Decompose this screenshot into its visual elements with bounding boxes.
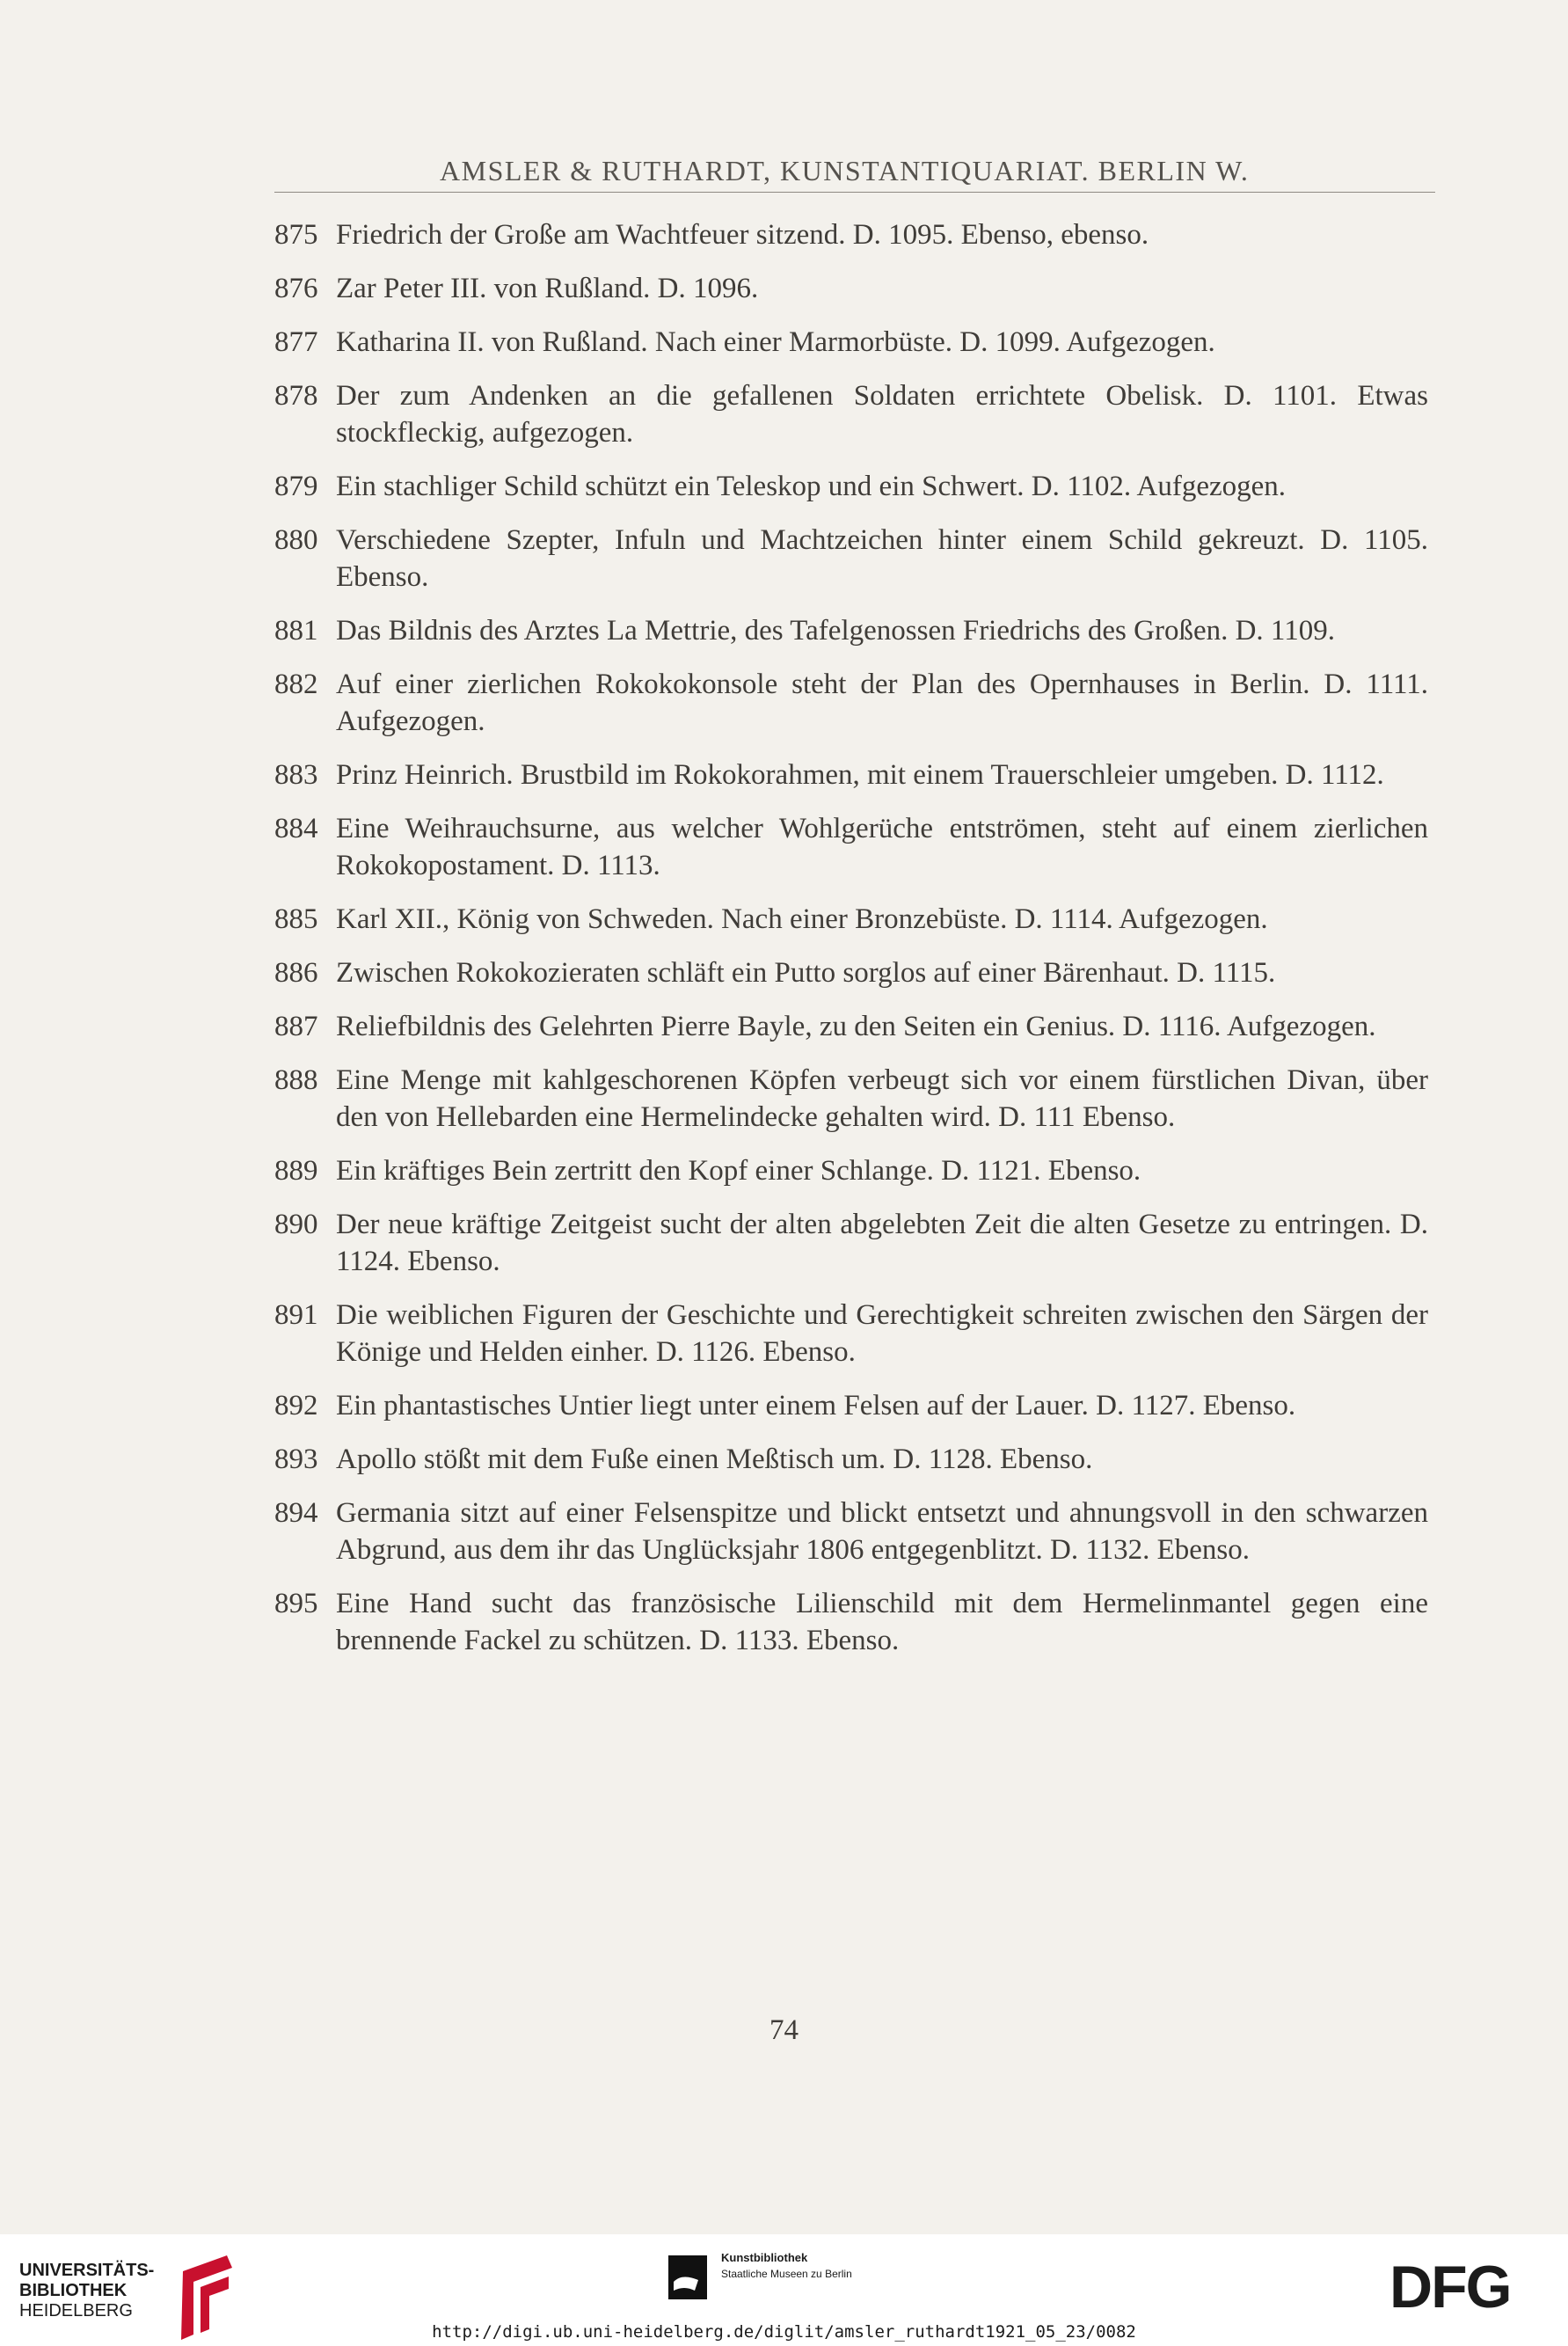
entry-text: Apollo stößt mit dem Fuße einen Meßtisch um. D. 1128. Ebenso. xyxy=(336,1443,1093,1475)
catalog-entry xyxy=(274,1152,1428,1189)
catalog-entry xyxy=(274,216,1428,253)
entry-text: Auf einer zierlichen Rokokokonsole steht der Plan des Opernhauses in Berlin. D. 1111. Aufgezogen. xyxy=(336,669,1428,737)
catalog-entry xyxy=(274,324,1428,361)
entry-number: 895 xyxy=(274,1588,318,1619)
entry-text: Ein stachliger Schild schützt ein Teleskop und ein Schwert. D. 1102. Aufgezogen. xyxy=(336,471,1287,502)
entry-text: Der zum Andenken an die gefallenen Soldaten errichtete Obelisk. D. 1101. Etwas stockfleckig, aufgezogen. xyxy=(336,380,1428,449)
kunstbibliothek-subtitle: Staatliche Museen zu Berlin xyxy=(721,2268,852,2280)
entry-number: 883 xyxy=(274,759,318,791)
kunstbibliothek-logo[interactable] xyxy=(668,2250,932,2312)
entry-number: 882 xyxy=(274,669,318,700)
catalog-entry xyxy=(274,1495,1428,1568)
entry-number: 875 xyxy=(274,219,318,251)
entry-text: Eine Menge mit kahlgeschorenen Köpfen verbeugt sich vor einem fürstlichen Divan, über den von Hellebarden eine Hermelindecke gehalten wird. D. 111 Ebenso. xyxy=(336,1064,1428,1133)
entry-text: Eine Weihrauchsurne, aus welcher Wohlgerüche entströmen, steht auf einem zierlichen Rokokopostament. D. 1113. xyxy=(336,813,1428,881)
entry-text: Der neue kräftige Zeitgeist sucht der alten abgelebten Zeit die alten Gesetze zu entringen. D. 1124. Ebenso. xyxy=(336,1209,1428,1277)
entry-number: 888 xyxy=(274,1064,318,1096)
catalog-entry xyxy=(274,522,1428,596)
library-name-line1: UNIVERSITÄTS- xyxy=(19,2261,155,2280)
entry-number: 877 xyxy=(274,326,318,358)
entry-number: 894 xyxy=(274,1497,318,1529)
entry-number: 881 xyxy=(274,615,318,647)
catalog-entry xyxy=(274,666,1428,740)
entry-text: Zwischen Rokokozieraten schläft ein Putto sorglos auf einer Bärenhaut. D. 1115. xyxy=(336,957,1276,989)
entry-number: 889 xyxy=(274,1155,318,1187)
catalog-entry xyxy=(274,612,1428,649)
entry-text: Die weiblichen Figuren der Geschichte und Gerechtigkeit schreiten zwischen den Särgen der Könige und Helden einher. D. 1126. Ebenso. xyxy=(336,1299,1428,1368)
catalog-entries xyxy=(274,216,1428,1676)
entry-text: Zar Peter III. von Rußland. D. 1096. xyxy=(336,273,759,304)
entry-text: Reliefbildnis des Gelehrten Pierre Bayle, zu den Seiten ein Genius. D. 1116. Aufgezogen. xyxy=(336,1011,1376,1042)
catalog-entry xyxy=(274,1441,1428,1478)
entry-number: 892 xyxy=(274,1390,318,1421)
entry-number: 876 xyxy=(274,273,318,304)
entry-number: 879 xyxy=(274,471,318,502)
kunstbibliothek-text xyxy=(721,2250,852,2282)
library-name xyxy=(19,2261,154,2321)
dfg-logo-text: DFG xyxy=(1389,2256,1511,2313)
header-rule xyxy=(274,192,1435,193)
footer-bar xyxy=(0,2234,1568,2346)
entry-text: Prinz Heinrich. Brustbild im Rokokorahmen, mit einem Trauerschleier umgeben. D. 1112. xyxy=(336,759,1384,791)
entry-number: 878 xyxy=(274,380,318,412)
library-name-line3: HEIDELBERG xyxy=(19,2301,133,2320)
entry-text: Katharina II. von Rußland. Nach einer Marmorbüste. D. 1099. Aufgezogen. xyxy=(336,326,1215,358)
entry-text: Germania sitzt auf einer Felsenspitze und blickt entsetzt und ahnungsvoll in den schwarzen Abgrund, aus dem ihr das Unglücksjahr 1806 entgegenblitzt. D. 1132. Ebenso. xyxy=(336,1497,1428,1566)
entry-text: Eine Hand sucht das französische Lilienschild mit dem Hermelinmantel gegen eine brennende Fackel zu schützen. D. 1133. Ebenso. xyxy=(336,1588,1428,1656)
entry-number: 885 xyxy=(274,903,318,935)
catalog-entry xyxy=(274,901,1428,938)
catalog-entry xyxy=(274,1585,1428,1659)
catalog-entry xyxy=(274,468,1428,505)
catalog-entry xyxy=(274,756,1428,793)
catalog-entry xyxy=(274,377,1428,451)
catalog-entry xyxy=(274,1297,1428,1370)
catalog-entry xyxy=(274,270,1428,307)
entry-number: 880 xyxy=(274,524,318,556)
entry-text: Ein kräftiges Bein zertritt den Kopf einer Schlange. D. 1121. Ebenso. xyxy=(336,1155,1141,1187)
entry-number: 886 xyxy=(274,957,318,989)
entry-number: 893 xyxy=(274,1443,318,1475)
entry-number: 890 xyxy=(274,1209,318,1240)
entry-text: Verschiedene Szepter, Infuln und Machtzeichen hinter einem Schild gekreuzt. D. 1105. Ebenso. xyxy=(336,524,1428,593)
kunstbibliothek-mark-icon xyxy=(668,2255,707,2299)
entry-number: 884 xyxy=(274,813,318,844)
entry-text: Karl XII., König von Schweden. Nach einer Bronzebüste. D. 1114. Aufgezogen. xyxy=(336,903,1268,935)
kunstbibliothek-title: Kunstbibliothek xyxy=(721,2251,808,2264)
permalink-url[interactable]: http://digi.ub.uni-heidelberg.de/diglit/amsler_ruthardt1921_05_23/0082 xyxy=(432,2322,1136,2342)
catalog-entry xyxy=(274,1008,1428,1045)
catalog-entry xyxy=(274,810,1428,884)
entry-text: Friedrich der Große am Wachtfeuer sitzend. D. 1095. Ebenso, ebenso. xyxy=(336,219,1149,251)
dfg-logo[interactable] xyxy=(1389,2256,1548,2313)
entry-number: 887 xyxy=(274,1011,318,1042)
running-header: AMSLER & RUTHARDT, KUNSTANTIQUARIAT. BERLIN W. xyxy=(440,155,1250,186)
library-name-line2: BIBLIOTHEK xyxy=(19,2281,128,2300)
catalog-entry xyxy=(274,954,1428,991)
entry-text: Das Bildnis des Arztes La Mettrie, des Tafelgenossen Friedrichs des Großen. D. 1109. xyxy=(336,615,1335,647)
entry-text: Ein phantastisches Untier liegt unter einem Felsen auf der Lauer. D. 1127. Ebenso. xyxy=(336,1390,1296,1421)
catalog-entry xyxy=(274,1387,1428,1424)
page-number: 74 xyxy=(769,2014,799,2046)
catalog-entry xyxy=(274,1206,1428,1280)
entry-number: 891 xyxy=(274,1299,318,1331)
catalog-entry xyxy=(274,1062,1428,1136)
